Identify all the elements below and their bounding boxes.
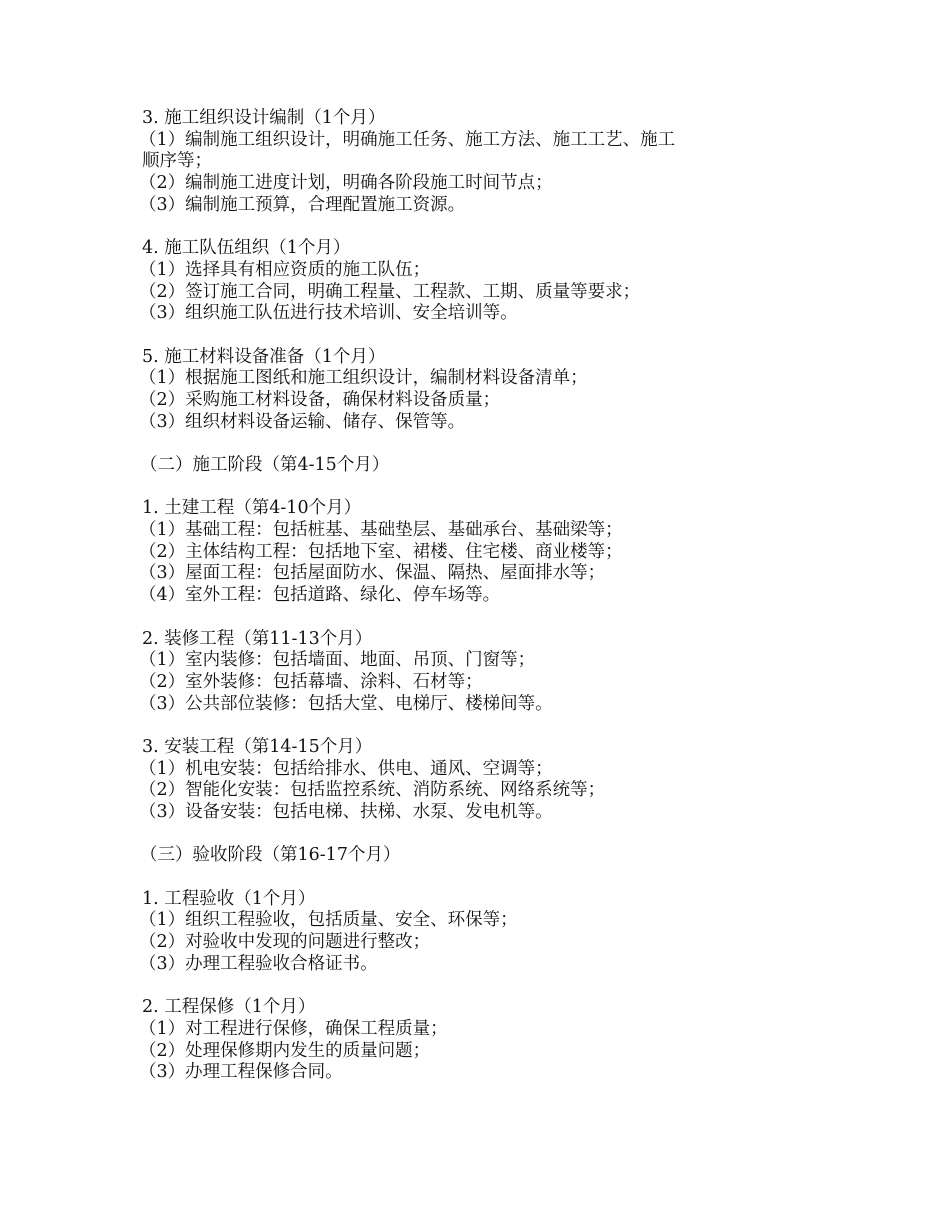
list-item: （2）主体结构工程：包括地下室、裙楼、住宅楼、商业楼等；	[139, 541, 623, 562]
list-item: （1）室内装修：包括墙面、地面、吊顶、门窗等；	[139, 650, 536, 671]
list-item: （2）室外装修：包括幕墙、涂料、石材等；	[139, 671, 483, 692]
list-item: （2）智能化安装：包括监控系统、消防系统、网络系统等；	[139, 780, 606, 801]
list-item: （1）机电安装：包括给排水、供电、通风、空调等；	[139, 758, 553, 779]
section-heading: 2. 装修工程（第11-13个月）	[142, 628, 373, 649]
spacer	[142, 976, 842, 998]
list-item: （4）室外工程：包括道路、绿化、停车场等。	[139, 585, 501, 606]
list-item: （3）办理工程保修合同。	[139, 1062, 343, 1083]
list-item: （2）处理保修期内发生的质量问题；	[139, 1040, 431, 1061]
list-item: （3）组织施工队伍进行技术培训、安全培训等。	[139, 303, 518, 324]
list-item: （2）对验收中发现的问题进行整改；	[139, 932, 431, 953]
list-item: （3）组织材料设备运输、储存、保管等。	[139, 411, 466, 432]
list-item: （2）签订施工合同，明确工程量、工程款、工期、质量等要求；	[139, 281, 641, 302]
section-heading: 5. 施工材料设备准备（1个月）	[142, 346, 386, 367]
list-item: （3）设备安装：包括电梯、扶梯、水泵、发电机等。	[139, 802, 553, 822]
list-item: （2）编制施工进度计划，明确各阶段施工时间节点；	[139, 173, 553, 194]
spacer	[142, 824, 842, 846]
spacer	[142, 325, 842, 347]
document-page	[139, 108, 842, 1084]
list-item-continuation: 顺序等；	[142, 151, 212, 172]
phase-title: （二）施工阶段（第4-15个月）	[140, 455, 390, 475]
list-item: （1）组织工程验收，包括质量、安全、环保等；	[139, 910, 518, 931]
spacer	[142, 607, 842, 629]
list-item: （1）编制施工组织设计，明确施工任务、施工方法、施工工艺、施工	[139, 129, 676, 150]
list-item: （1）基础工程：包括桩基、基础垫层、基础承台、基础梁等；	[139, 520, 623, 541]
section-heading: 1. 工程验收（1个月）	[142, 888, 316, 909]
section-heading: 3. 施工组织设计编制（1个月）	[142, 108, 386, 128]
phase-title: （三）验收阶段（第16-17个月）	[140, 845, 401, 866]
list-item: （1）对工程进行保修，确保工程质量；	[139, 1018, 448, 1039]
spacer	[142, 715, 842, 737]
section-heading: 4. 施工队伍组织（1个月）	[142, 238, 351, 259]
spacer	[142, 216, 842, 238]
list-item: （3）办理工程验收合格证书。	[139, 953, 378, 974]
section-heading: 1. 土建工程（第4-10个月）	[142, 498, 362, 519]
list-item: （1）根据施工图纸和施工组织设计，编制材料设备清单；	[139, 368, 588, 389]
spacer	[142, 867, 842, 889]
list-item: （3）编制施工预算，合理配置施工资源。	[139, 194, 466, 215]
list-item: （2）采购施工材料设备，确保材料设备质量；	[139, 389, 501, 410]
list-item: （1）选择具有相应资质的施工队伍；	[139, 259, 431, 280]
spacer	[142, 477, 842, 499]
section-heading: 2. 工程保修（1个月）	[142, 997, 316, 1018]
list-item: （3）公共部位装修：包括大堂、电梯厅、楼梯间等。	[139, 693, 553, 714]
spacer	[142, 433, 842, 455]
list-item: （3）屋面工程：包括屋面防水、保温、隔热、屋面排水等；	[139, 563, 606, 584]
section-heading: 3. 安装工程（第14-15个月）	[142, 736, 373, 757]
